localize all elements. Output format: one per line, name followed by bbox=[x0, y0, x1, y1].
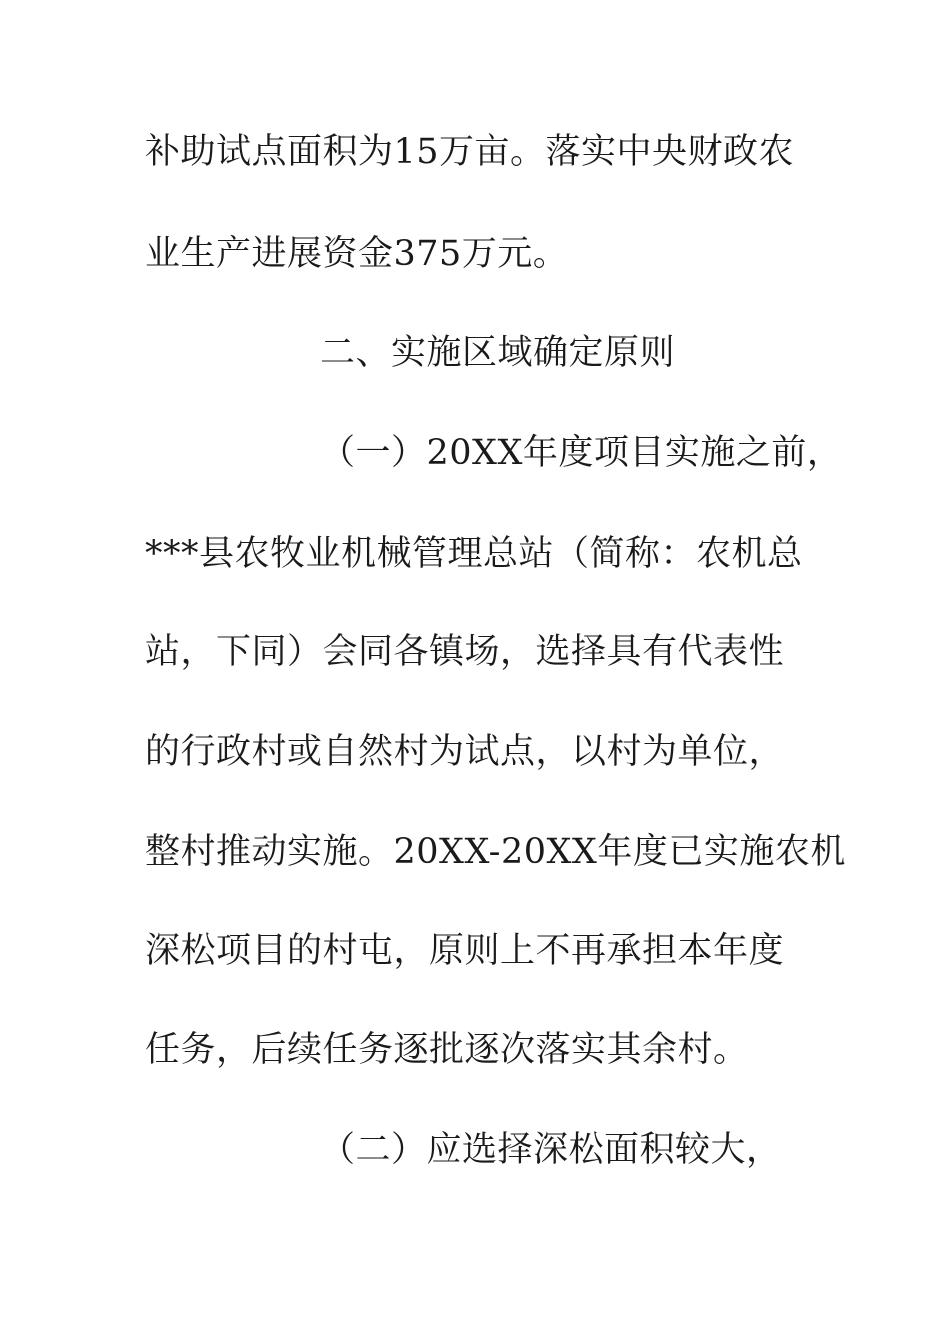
body-text-line: 站，下同）会同各镇场，选择具有代表性 bbox=[145, 632, 785, 672]
section-heading: 二、实施区域确定原则 bbox=[320, 333, 676, 373]
body-text-line: 深松项目的村屯，原则上不再承担本年度 bbox=[145, 931, 785, 971]
body-text-line: 的行政村或自然村为试点，以村为单位， bbox=[145, 732, 785, 772]
body-text-line: 业生产进展资金375万元。 bbox=[145, 234, 569, 274]
body-text-line: 补助试点面积为15万亩。落实中央财政农 bbox=[145, 132, 795, 172]
body-text-line: ***县农牧业机械管理总站（简称：农机总 bbox=[145, 534, 803, 574]
body-text-line: 整村推动实施。20XX-20XX年度已实施农机 bbox=[145, 832, 846, 872]
paragraph-start-line: （二）应选择深松面积较大， bbox=[320, 1130, 782, 1170]
body-text-line: 任务，后续任务逐批逐次落实其余村。 bbox=[145, 1030, 749, 1070]
paragraph-start-line: （一）20XX年度项目实施之前， bbox=[320, 433, 843, 473]
